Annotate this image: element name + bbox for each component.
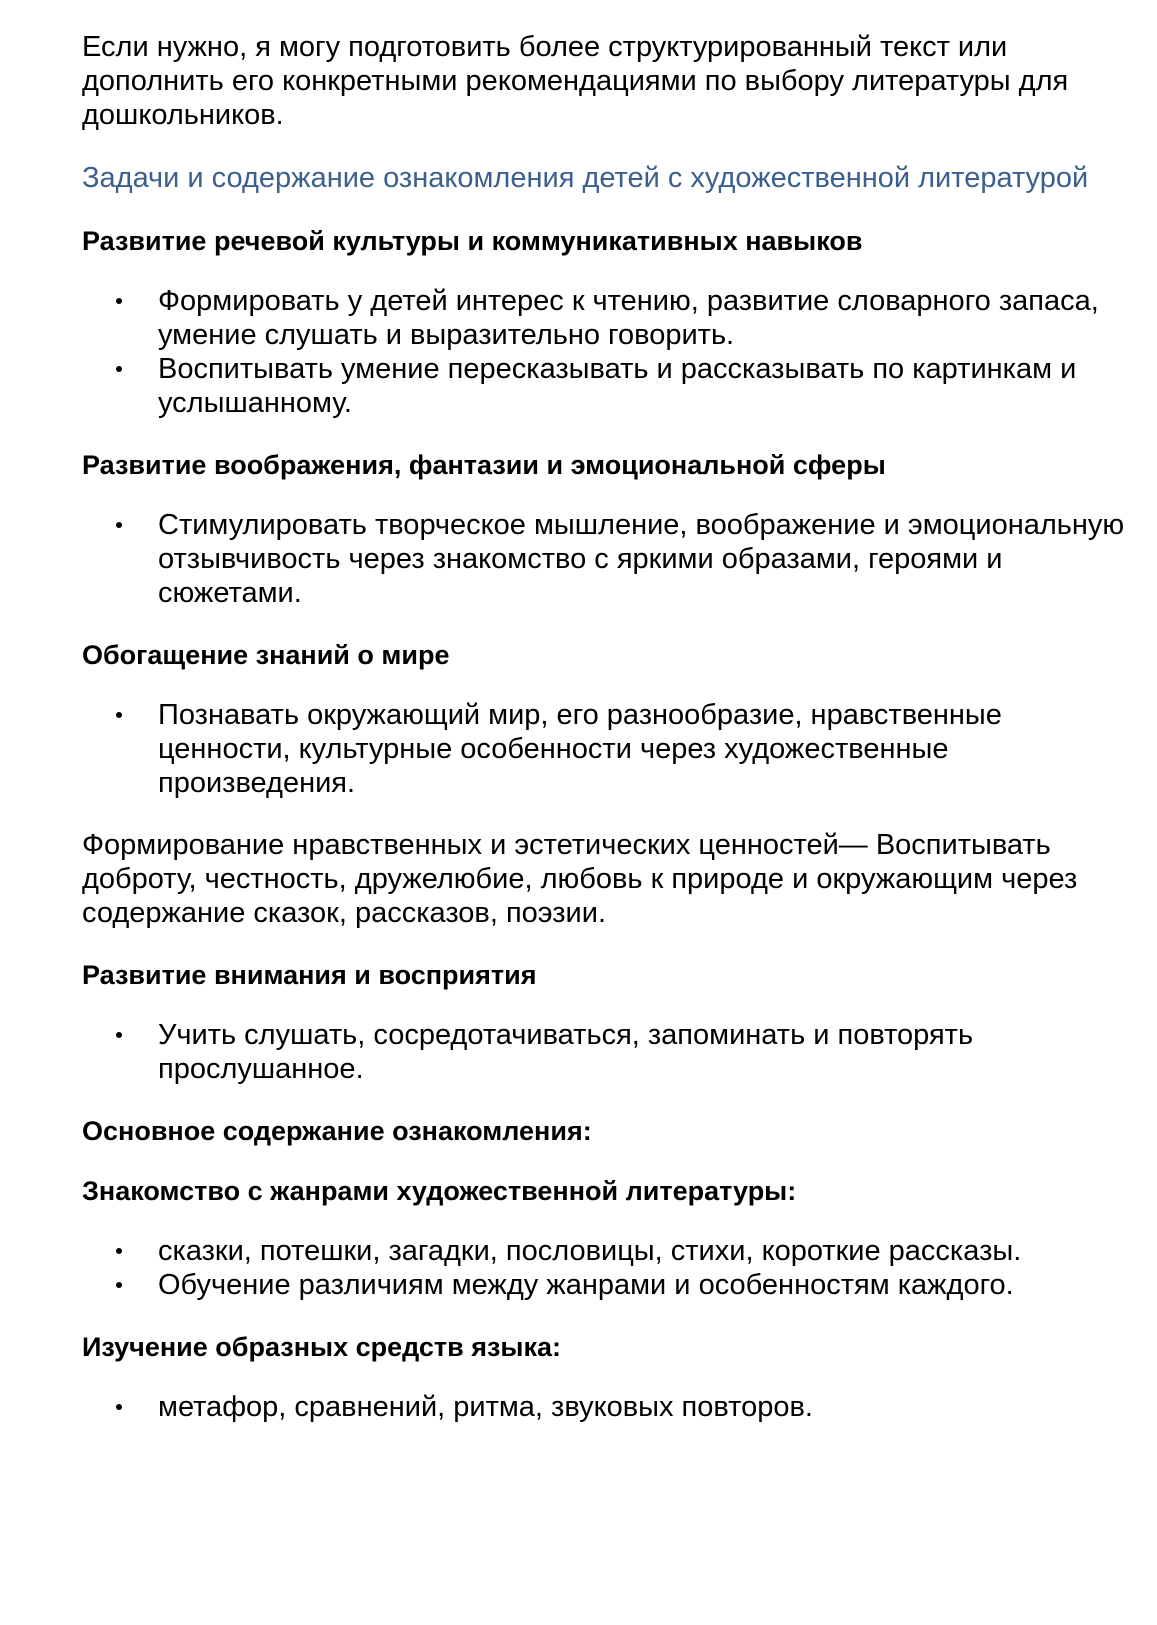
bullet-icon	[116, 1248, 122, 1254]
bullet-list-imagination	[82, 508, 1132, 610]
section-heading-speech: Развитие речевой культуры и коммуникативных навыков	[82, 226, 863, 256]
section-heading-genres: Знакомство с жанрами художественной литературы:	[82, 1176, 797, 1206]
intro-paragraph: Если нужно, я могу подготовить более структурированный текст или дополнить его конкретными рекомендациями по выбору литературы для дошкольников.	[82, 31, 1069, 131]
bullet-list-world	[82, 698, 1132, 800]
bullet-list-attention	[82, 1018, 1132, 1086]
document-page	[82, 30, 1132, 1452]
list-item: метафор, сравнений, ритма, звуковых повторов.	[82, 1390, 1132, 1424]
list-item: Обучение различиям между жанрами и особенностям каждого.	[82, 1268, 1132, 1302]
bullet-list-speech	[82, 284, 1132, 420]
list-item: Воспитывать умение пересказывать и рассказывать по картинкам и услышанному.	[82, 352, 1132, 420]
bullet-icon	[116, 712, 122, 718]
bullet-list-language	[82, 1390, 1132, 1424]
list-item: Учить слушать, сосредотачиваться, запоминать и повторять прослушанное.	[82, 1018, 1132, 1086]
section-heading-imagination: Развитие воображения, фантазии и эмоциональной сферы	[82, 450, 886, 480]
section-heading-world: Обогащение знаний о мире	[82, 640, 450, 670]
section-heading-language: Изучение образных средств языка:	[82, 1332, 561, 1362]
bullet-icon	[116, 1032, 122, 1038]
list-item: Формировать у детей интерес к чтению, развитие словарного запаса, умение слушать и выразительно говорить.	[82, 284, 1132, 352]
content-heading: Основное содержание ознакомления:	[82, 1116, 592, 1146]
bullet-icon	[116, 366, 122, 372]
bullet-icon	[116, 1282, 122, 1288]
bullet-icon	[116, 1404, 122, 1410]
list-item: сказки, потешки, загадки, пословицы, стихи, короткие рассказы.	[82, 1234, 1132, 1268]
bullet-icon	[116, 298, 122, 304]
list-item: Стимулировать творческое мышление, воображение и эмоциональную отзывчивость через знакомство с яркими образами, героями и сюжетами.	[82, 508, 1132, 610]
bullet-icon	[116, 522, 122, 528]
bullet-list-genres	[82, 1234, 1132, 1302]
document-title: Задачи и содержание ознакомления детей с художественной литературой	[82, 162, 1089, 194]
section-heading-attention: Развитие внимания и восприятия	[82, 960, 537, 990]
moral-values-paragraph: Формирование нравственных и эстетических ценностей— Воспитывать доброту, честность, дружелюбие, любовь к природе и окружающим через содержание сказок, рассказов, поэзии.	[82, 829, 1078, 929]
list-item: Познавать окружающий мир, его разнообразие, нравственные ценности, культурные особенности через художественные произведения.	[82, 698, 1132, 800]
